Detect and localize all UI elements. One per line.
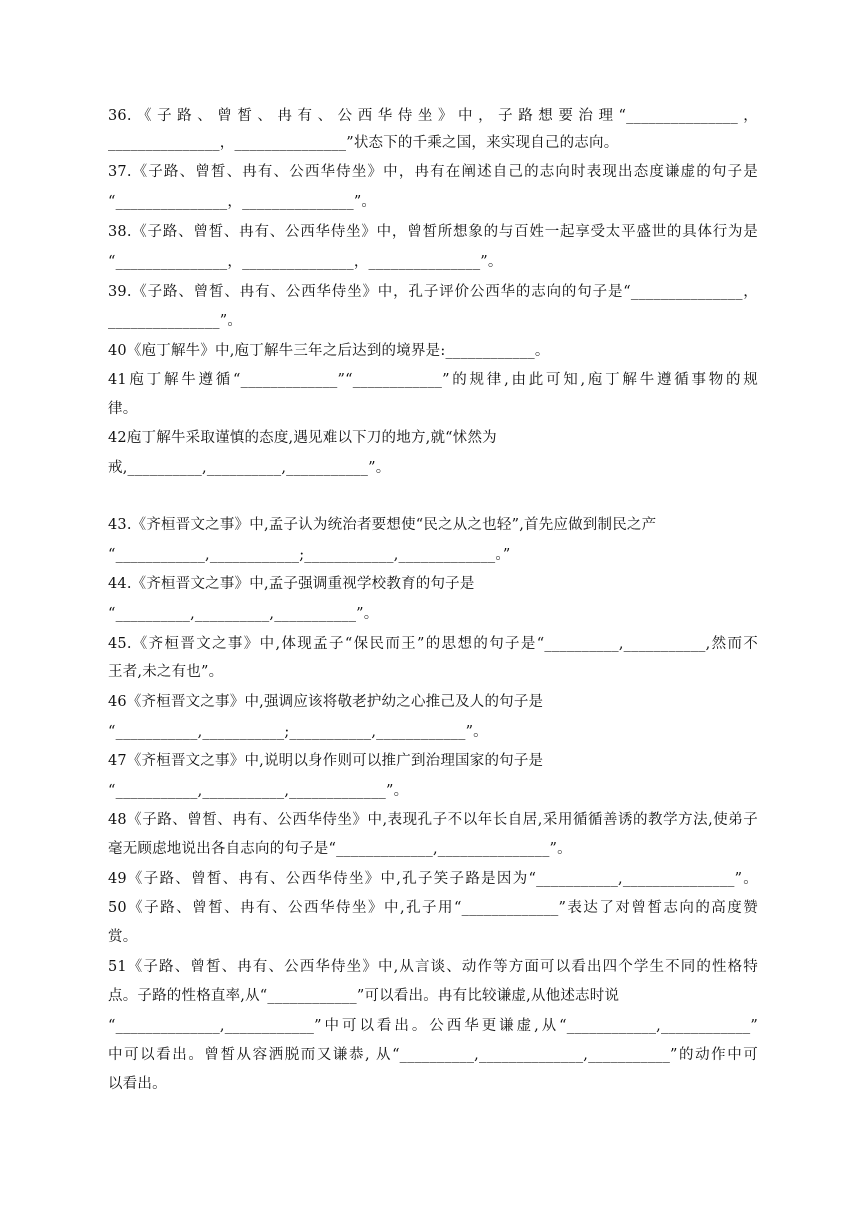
question-49-line-1: 49《子路、曾皙、冉有、公西华侍坐》中,孔子笑子路是因为“___________,_______________”。 <box>108 871 758 887</box>
question-42-line-2: 戒,__________,__________,___________”。 <box>108 460 391 476</box>
question-51-line-4: 中可以看出。曾皙从容洒脱而又谦恭, 从“__________,______________,___________”的动作中可 <box>108 1047 758 1063</box>
question-41-line-1: 41庖丁解牛遵循“_____________”“____________”的规律,由此可知,庖丁解牛遵循事物的规 <box>108 372 758 388</box>
question-50-line-2: 赏。 <box>108 929 138 945</box>
question-51-line-1: 51《子路、曾皙、冉有、公西华侍坐》中,从言谈、动作等方面可以看出四个学生不同的性格特 <box>108 959 758 975</box>
question-45-line-1: 45.《齐桓晋文之事》中,体现孟子“保民而王”的思想的句子是“__________,___________,然而不 <box>108 636 758 652</box>
question-37-line-2: “_______________，_______________”。 <box>108 194 377 210</box>
question-44-line-1: 44.《齐桓晋文之事》中,孟子强调重视学校教育的句子是 <box>108 576 475 592</box>
question-37-line-1: 37.《子路、曾皙、冉有、公西华侍坐》中，冉有在阐述自己的志向时表现出态度谦虚的句子是 <box>108 164 758 180</box>
question-39-line-2: _______________”。 <box>108 313 243 329</box>
question-36-line-2: _______________，_______________”状态下的千乘之国，来实现自己的志向。 <box>108 135 619 151</box>
question-38-line-1: 38.《子路、曾皙、冉有、公西华侍坐》中，曾皙所想象的与百姓一起享受太平盛世的具体行为是 <box>108 224 758 240</box>
question-51-line-2: 点。子路的性格直率,从“____________”可以看出。冉有比较谦虚,从他述志时说 <box>108 988 620 1004</box>
question-45-line-2: 王者,未之有也”。 <box>108 664 224 680</box>
question-40-line-1: 40《庖丁解牛》中,庖丁解牛三年之后达到的境界是:____________。 <box>108 343 550 359</box>
question-48-line-2: 毫无顾虑地说出各自志向的句子是“_____________,_______________”。 <box>108 841 572 857</box>
question-44-line-2: “__________,__________,___________”。 <box>108 606 379 622</box>
question-46-line-1: 46《齐桓晋文之事》中,强调应该将敬老护幼之心推己及人的句子是 <box>108 694 544 710</box>
question-50-line-1: 50《子路、曾皙、冉有、公西华侍坐》中,孔子用“_____________”表达了对曾皙志向的高度赞 <box>108 900 758 916</box>
question-46-line-2: “___________,___________;___________,____________”。 <box>108 724 488 740</box>
question-36-line-1: 36.《子路、曾皙、冉有、公西华侍坐》中，子路想要治理“_______________， <box>108 108 758 124</box>
question-48-line-1: 48《子路、曾皙、冉有、公西华侍坐》中,表现孔子不以年长自居,采用循循善诱的教学方法,使弟子 <box>108 812 758 828</box>
question-39-line-1: 39.《子路、曾皙、冉有、公西华侍坐》中，孔子评价公西华的志向的句子是“_______________， <box>108 284 758 300</box>
question-47-line-2: “___________,___________,_____________”。 <box>108 783 409 799</box>
question-38-line-2: “_______________，_______________，_______________”。 <box>108 254 503 270</box>
question-51-line-5: 以看出。 <box>108 1076 167 1092</box>
question-51-line-3: “______________,____________”中可以看出。公西华更谦虚,从“____________,____________” <box>108 1018 758 1034</box>
question-43-line-1: 43.《齐桓晋文之事》中,孟子认为统治者要想使“民之从之也轻”,首先应做到制民之产 <box>108 517 657 533</box>
question-41-line-2: 律。 <box>108 401 138 417</box>
question-43-line-2: “____________,____________;____________,_____________。” <box>108 547 511 563</box>
question-47-line-1: 47《齐桓晋文之事》中,说明以身作则可以推广到治理国家的句子是 <box>108 753 544 769</box>
question-42-line-1: 42庖丁解牛采取谨慎的态度,遇见难以下刀的地方,就“怵然为 <box>108 430 497 446</box>
